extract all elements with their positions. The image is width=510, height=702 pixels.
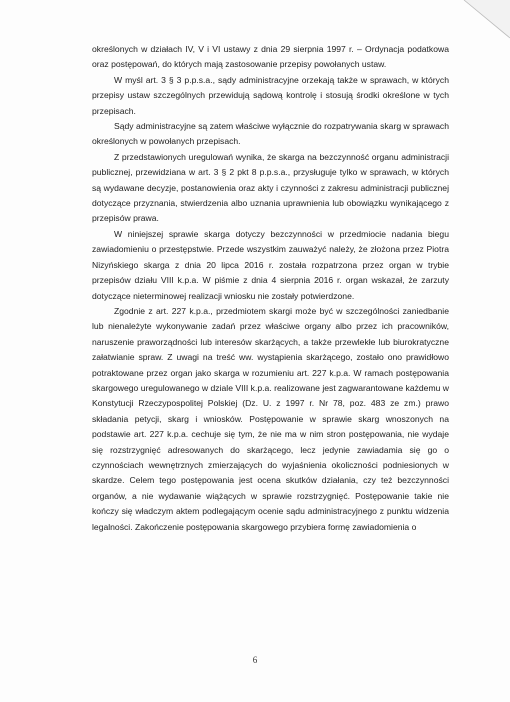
document-body xyxy=(92,42,449,535)
paragraph: Zgodnie z art. 227 k.p.a., przedmiotem skargi może być w szczególności zaniedbanie lub nienależyte wykonywanie zadań przez właściwe organy albo przez ich pracowników, naruszenie praworządności lub interesów skarżących, a także przewlekłe lub biurokratyczne załatwianie spraw. Z uwagi na treść ww. wystąpienia skarżącego, zostało ono prawidłowo potraktowane przez organ jako skarga w rozumieniu art. 227 k.p.a. W ramach postępowania skargowego uregulowanego w dziale VIII k.p.a. realizowane jest zagwarantowane każdemu w Konstytucji Rzeczypospolitej Polskiej (Dz. U. z 1997 r. Nr 78, poz. 483 ze zm.) prawo składania petycji, skarg i wniosków. Postępowanie w sprawie skarg wnoszonych na podstawie art. 227 k.p.a. cechuje się tym, że nie ma w nim stron postępowania, nie wydaje się rozstrzygnięć adresowanych do skarżącego, lecz jedynie zawiadamia się go o czynnościach wewnętrznych zmierzających do wyjaśnienia okoliczności podniesionych w skardze. Celem tego postępowania jest ocena skutków działania, czy też bezczynności organów, a nie wydawanie wiążących w sprawie rozstrzygnięć. Postępowanie takie nie kończy się władczym aktem podlegającym ocenie sądu administracyjnego z punktu widzenia legalności. Zakończenie postępowania skargowego przybiera formę zawiadomienia o xyxy=(92,305,449,532)
paragraph: określonych w działach IV, V i VI ustawy z dnia 29 sierpnia 1997 r. – Ordynacja podatkowa oraz postępowań, do których mają zastosowanie przepisy powołanych ustaw. xyxy=(92,44,449,70)
page-corner-fold xyxy=(450,0,510,40)
paragraph: W myśl art. 3 § 3 p.p.s.a., sądy administracyjne orzekają także w sprawach, w których przepisy ustaw szczególnych przewidują sądową kontrolę i stosują środki określone w tych przepisach. xyxy=(92,74,449,116)
paragraph: Sądy administracyjne są zatem właściwe wyłącznie do rozpatrywania skarg w sprawach określonych w powołanych przepisach. xyxy=(92,121,449,147)
page-number: 6 xyxy=(252,655,258,665)
paragraph: Z przedstawionych uregulowań wynika, że skarga na bezczynność organu administracji publicznej, przewidziana w art. 3 § 2 pkt 8 p.p.s.a., przysługuje tylko w sprawach, w których są wydawane decyzje, postanowienia oraz akty i czynności z zakresu administracji publicznej dotyczące przyznania, stwierdzenia albo uznania uprawnienia lub obowiązku wynikającego z przepisów prawa. xyxy=(92,151,449,224)
paragraph: W niniejszej sprawie skarga dotyczy bezczynności w przedmiocie nadania biegu zawiadomieniu o przestępstwie. Przede wszystkim zauważyć należy, że złożona przez Piotra Nizyńskiego skarga z dnia 20 lipca 2016 r. została rozpatrzona przez organ w trybie przepisów działu VIII k.p.a. W piśmie z dnia 4 sierpnia 2016 r. organ wskazał, że zarzuty dotyczące nieterminowej realizacji wniosku nie zostały potwierdzone. xyxy=(92,228,449,301)
